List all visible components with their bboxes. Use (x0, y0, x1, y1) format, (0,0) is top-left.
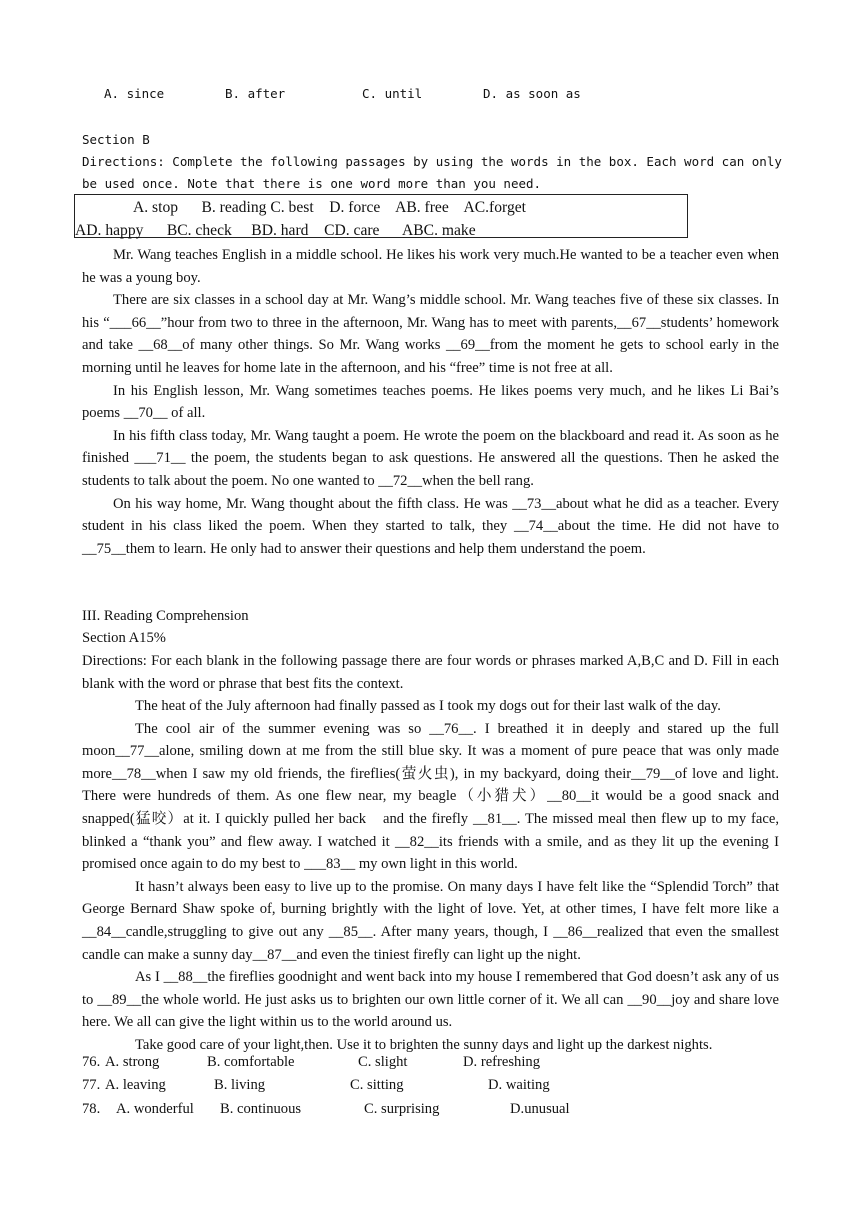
question-option: C. surprising (364, 1101, 440, 1117)
word-cd: CD. care (324, 222, 380, 239)
word-ab: AB. free (395, 199, 449, 216)
section-b-directions-line2: be used once. Note that there is one word more than you need. (82, 176, 542, 191)
question-number: 77. (82, 1077, 101, 1093)
option-d: D. as soon as (483, 86, 581, 101)
option-c: C. until (362, 86, 423, 101)
word-ac: AC.forget (463, 199, 527, 216)
word-box-row-2 (75, 221, 476, 241)
passage-1 (82, 244, 779, 560)
question-option: B. continuous (220, 1101, 302, 1117)
word-a: A. stop (133, 199, 179, 216)
word-bc: BC. check (166, 222, 232, 239)
passage-1-paragraph: In his English lesson, Mr. Wang sometimes teaches poems. He likes poems very much, and he likes Li Bai’s poems __70__ of all. (82, 382, 779, 422)
section-3-sub: Section A15% (82, 630, 166, 646)
section-3-heading: III. Reading Comprehension (82, 608, 249, 624)
question-option: A. leaving (105, 1077, 166, 1093)
passage-2-paragraph: The cool air of the summer evening was so __76__. I breathed it in deeply and stared up the full moon__77__alone, smiling down at me from the still blue sky. It was a moment of pure peace that was only made more__78__when I saw my old friends, the fireflies(萤火虫), in my backyard, doing their__79__of love and light. There were hundreds of them. As one flew near, my beagle（小猎犬）__80__it would be a good snack and snapped(猛咬）at it. I quickly pulled her back and the firefly __81__. The missed meal then flew up to my face, blinked a “thank you” and flew away. I watched it __82__its friends with a smile, and as they lit up the evening I promised once again to do my best to ___83__ my own light in this world. (82, 720, 779, 873)
word-d: D. force (329, 199, 381, 216)
passage-2 (82, 695, 779, 1057)
word-box-row-1 (133, 198, 526, 218)
option-b: B. after (225, 86, 286, 101)
section-b-directions-line1: Directions: Complete the following passages by using the words in the box. Each word can only (82, 154, 782, 169)
question-option: D. waiting (488, 1077, 550, 1093)
word-b: B. reading (201, 199, 267, 216)
passage-1-paragraph: On his way home, Mr. Wang thought about the fifth class. He was __73__about what he did as a teacher. Every student in his class liked the poem. When they started to talk, they __74__about the time. He did not have to __75__them to learn. He only had to answer their questions and help them understand the poem. (82, 495, 779, 557)
passage-2-paragraph: The heat of the July afternoon had finally passed as I took my dogs out for their last walk of the day. (135, 698, 721, 714)
question-option: C. slight (358, 1054, 408, 1070)
question-option: A. strong (105, 1054, 160, 1070)
passage-1-paragraph: There are six classes in a school day at Mr. Wang’s middle school. Mr. Wang teaches five of these six classes. In his “___66__”hour from two to three in the afternoon, Mr. Wang has to meet with parents,__67__students’ homework and take __68__of many other things. So Mr. Wang works __69__from the moment he gets to school early in the morning until he leaves for home late in the afternoon, and his “free” time is not free at all. (82, 292, 779, 376)
question-option: B. comfortable (207, 1054, 295, 1070)
question-option: D. refreshing (463, 1054, 540, 1070)
passage-2-paragraph: As I __88__the fireflies goodnight and went back into my house I remembered that God doesn’t ask any of us to __89__the whole world. He just asks us to brighten our own little corner of it. We all can __90__joy and share love here. We all can give the light within us to the world around us. (82, 969, 779, 1031)
passage-2-paragraph: It hasn’t always been easy to live up to the promise. On many days I have felt like the “Splendid Torch” that George Bernard Shaw spoke of, burning brightly with the light of love. Yet, at other times, I have felt more like a __84__candle,struggling to give out any __85__. After many years, though, I __86__realized that even the smallest candle can make a sunny day__87__and even the tiniest firefly can light up the night. (82, 878, 779, 963)
section-3-directions: Directions: For each blank in the following passage there are four words or phrases marked A,B,C and D. Fill in each blank with the word or phrase that best fits the context. (82, 653, 779, 692)
word-ad: AD. happy (75, 222, 144, 239)
word-bd: BD. hard (251, 222, 309, 239)
question-number: 76. (82, 1054, 101, 1070)
section-b-title: Section B (82, 132, 150, 147)
option-a: A. since (104, 86, 165, 101)
passage-1-paragraph: In his fifth class today, Mr. Wang taught a poem. He wrote the poem on the blackboard and read it. As soon as he finished ___71__ the poem, the students began to ask questions. He answered all the questions. Then he asked the students to talk about the poem. No one wanted to __72__when the bell rang. (82, 427, 779, 489)
question-option: C. sitting (350, 1077, 404, 1093)
question-option: B. living (214, 1077, 266, 1093)
word-abc: ABC. make (402, 222, 476, 239)
passage-2-paragraph: Take good care of your light,then. Use it to brighten the sunny days and light up the darkest nights. (135, 1036, 713, 1053)
word-c: C. best (270, 199, 314, 216)
word-box (74, 194, 688, 238)
question-option: D.unusual (510, 1101, 570, 1117)
question-option: A. wonderful (116, 1101, 194, 1117)
question-number: 78. (82, 1101, 101, 1117)
passage-1-paragraph: Mr. Wang teaches English in a middle school. He likes his work very much.He wanted to be a teacher even when he was a young boy. (82, 247, 779, 286)
